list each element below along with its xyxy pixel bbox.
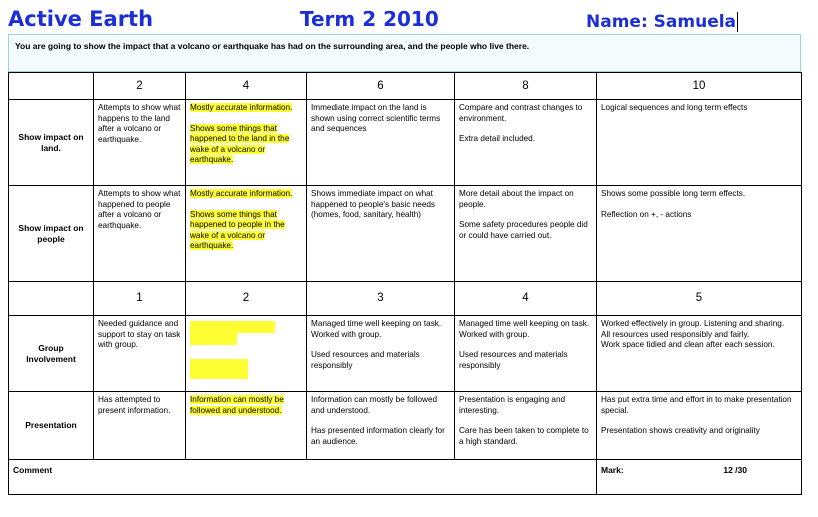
cell-text: Compare and contrast changes to environment. (459, 103, 583, 123)
scale-cell: 4 (455, 282, 597, 316)
highlighted-text: Information can mostly be followed and understood. (190, 395, 284, 415)
cell: Shows immediate impact on what happened to people's basic needs (homes, food, sanitary, health) (307, 186, 455, 282)
cell-text: Extra detail included. (459, 134, 536, 144)
cell-text: Worked effectively in group. Listening and sharing. (601, 319, 785, 328)
highlighted-text: Shows some things that happened to the land in the wake of a volcano or earthquake. (190, 123, 290, 165)
highlight-block (190, 359, 248, 379)
scale-cell: 2 (186, 282, 307, 316)
text-cursor (737, 12, 738, 32)
row-label-presentation: Presentation (9, 392, 94, 460)
cell (455, 316, 597, 392)
cell (307, 392, 455, 460)
cell: Attempts to show what happened to people after a volcano or earthquake. (94, 186, 186, 282)
cell-text: Some safety procedures people did or could have carried out. (459, 220, 588, 240)
row-label-people: Show impact on people (9, 186, 94, 282)
cell-text: Used resources and materials responsibly (459, 350, 568, 370)
row-label-group: Group Involvement (9, 316, 94, 392)
highlight-block (190, 333, 237, 345)
scale-row-top (9, 73, 802, 100)
highlight-block (190, 321, 275, 333)
row-label-land: Show impact on land. (9, 100, 94, 186)
cell-text: Presentation shows creativity and originality (601, 426, 760, 436)
cell-highlighted (186, 186, 307, 282)
scale-cell: 3 (307, 282, 455, 316)
cell-text: Managed time well keeping on task. Worked with group. (311, 319, 442, 339)
scale-cell: 4 (186, 73, 307, 100)
cell: Immediate impact on the land is shown using correct scientific terms and sequences (307, 100, 455, 186)
cell-text: Information can mostly be followed and understood. (311, 395, 438, 415)
cell-text: Care has been taken to complete to a high standard. (459, 426, 589, 446)
mark-cell (597, 460, 802, 495)
cell (597, 186, 802, 282)
cell-highlighted (186, 392, 307, 460)
cell-text: All resources used responsibly and fairly. (601, 329, 750, 339)
cell (455, 392, 597, 460)
page-title: Active Earth (8, 7, 154, 31)
table-row (9, 186, 802, 282)
cell (597, 316, 802, 392)
cell-text: Has presented information clearly for an audience. (311, 426, 445, 446)
highlighted-text: Mostly accurate information. (190, 189, 293, 198)
cell-text: Work space tidied and clean after each session. (601, 340, 775, 350)
scale-cell: 10 (597, 73, 802, 100)
cell-highlighted-blank (186, 316, 307, 392)
cell (455, 100, 597, 186)
cell-text: Has put extra time and effort in to make presentation special. (601, 395, 792, 415)
cell-text: Shows some possible long term effects. (601, 189, 746, 198)
cell (597, 392, 802, 460)
scale-row-bottom (9, 282, 802, 316)
scale-cell: 5 (597, 282, 802, 316)
corner-cell (9, 73, 94, 100)
cell: Has attempted to present information. (94, 392, 186, 460)
cell (307, 316, 455, 392)
term-heading: Term 2 2010 (300, 7, 439, 31)
cell (455, 186, 597, 282)
mark-value: 12 /30 (723, 465, 747, 475)
student-name[interactable] (586, 9, 738, 35)
name-text: Name: Samuela (586, 12, 737, 32)
cell: Logical sequences and long term effects (597, 100, 802, 186)
scale-cell: 2 (94, 73, 186, 100)
cell-text: Used resources and materials responsibly (311, 350, 420, 370)
table-row (9, 392, 802, 460)
comment-cell[interactable] (9, 460, 597, 495)
cell: Needed guidance and support to stay on task with group. (94, 316, 186, 392)
table-row (9, 100, 802, 186)
cell-text: Reflection on +, - actions (601, 209, 692, 219)
comment-label: Comment (13, 465, 53, 475)
cell-highlighted (186, 100, 307, 186)
mark-label: Mark: (601, 465, 624, 475)
cell-text: Presentation is engaging and interesting. (459, 395, 566, 415)
cell: Attempts to show what happens to the land after a volcano or earthquake. (94, 100, 186, 186)
scale-cell: 6 (307, 73, 455, 100)
scale-cell: 1 (94, 282, 186, 316)
task-description: You are going to show the impact that a volcano or earthquake has had on the surrounding area, and the people who live there. (8, 34, 801, 72)
corner-cell (9, 282, 94, 316)
rubric-table (8, 72, 802, 495)
cell-text: Managed time well keeping on task. Worked with group. (459, 319, 590, 339)
cell-text: More detail about the impact on people. (459, 189, 574, 209)
scale-cell: 8 (455, 73, 597, 100)
table-row (9, 316, 802, 392)
highlighted-text: Mostly accurate information. (190, 103, 293, 112)
footer-row (9, 460, 802, 495)
highlighted-text: Shows some things that happened to people in the wake of a volcano or earthquake. (190, 209, 285, 251)
